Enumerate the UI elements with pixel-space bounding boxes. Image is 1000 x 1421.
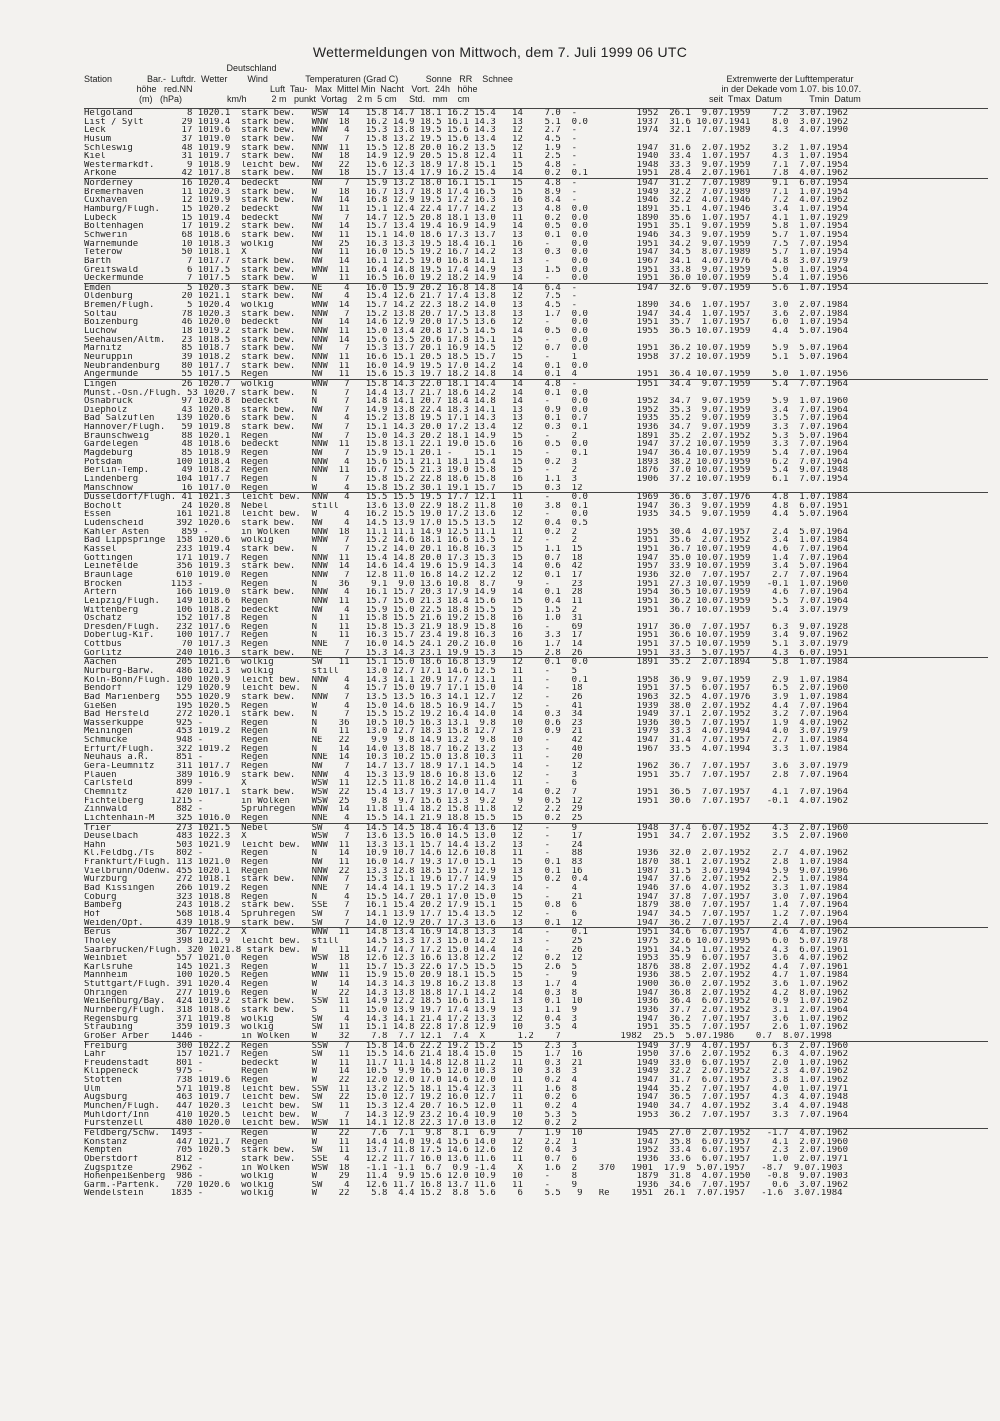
station-row: Saarbrücken/Flugh. 320 1021.8 stark bew. W 11 14.7 14.7 17.2 15.0 14.4 14 - 26 1951 34.5 1.07.1952 4.3 6.07.1961 <box>84 945 849 955</box>
station-row: Arkone 42 1017.8 stark bew. NW 18 15.7 13.4 17.9 16.2 15.4 14 0.2 0.1 1951 28.4 2.07.1961 7.8 4.07.1962 <box>84 169 849 179</box>
region-group <box>84 823 988 928</box>
station-row: Zinnwald 882 - Sprühregen WNW 14 11.8 11.4 18.2 15.8 11.8 12 2.2 29 <box>84 805 583 814</box>
station-row: Aachen 205 1021.6 wolkig SW 11 15.1 15.0 18.6 16.8 13.9 12 0.1 0.0 1891 35.2 2.07.1894 5.8 1.07.1984 <box>84 658 849 667</box>
region-group <box>84 1128 988 1198</box>
header-line-4: (m) (hPa) km/h 2 m punkt Vortag 2 m 5 cm Std. mm cm <box>84 94 470 104</box>
station-row: Berlin-Temp. 49 1018.2 Regen NNW 11 16.7 15.5 21.3 19.0 15.8 15 - 2 1876 37.0 10.07.1959 5.4 9.07.1948 <box>84 466 849 475</box>
station-row: Potsdam 100 1018.4 Regen NNW 4 15.6 15.1 21.1 18.1 15.4 15 0.2 3 1893 38.2 10.07.1959 6.2 7.07.1964 <box>84 457 849 467</box>
station-row: Norderney 16 1020.4 bedeckt NW 7 15.9 13.2 18.0 16.1 15.1 15 4.8 - 1947 31.2 7.07.1989 9.1 6.07.1954 <box>84 179 849 188</box>
station-table <box>84 108 988 1198</box>
station-row: Lüdenscheid 392 1020.6 stark bew. NW 4 14.5 13.9 17.0 15.5 13.5 12 0.4 0.5 <box>84 519 588 528</box>
station-row: Hamburg/Flugh. 15 1020.2 bedeckt NW 11 15.1 12.4 22.4 17.7 14.2 13 4.8 0.0 1891 35.1 4.07.1946 3.4 1.07.1954 <box>84 205 849 214</box>
station-row: Manschnow 16 1017.0 Regen W 4 15.8 15.2 30.1 19.1 15.7 15 0.3 12 <box>84 483 583 493</box>
station-row: Frankfurt/Flugh. 113 1021.0 Regen NW 11 16.0 14.7 19.3 17.0 15.1 15 0.1 83 1870 38.1 2.07.1952 2.8 1.07.1984 <box>84 858 849 867</box>
station-row: Helgoland 8 1020.1 stark bew. WSW 14 15.8 14.7 18.1 16.2 15.4 14 7.0 - 1952 26.1 9.07.1959 7.2 3.07.1962 <box>84 109 849 118</box>
station-row: Kempten 705 1020.5 stark bew. SW 11 13.7 11.8 17.5 14.6 12.6 12 0.4 3 1952 33.4 6.07.1957 2.3 2.07.1960 <box>84 1146 849 1155</box>
station-row: Artern 166 1019.0 stark bew. NNW 4 16.1 15.7 20.3 17.9 14.9 14 0.1 28 1954 36.5 10.07.1959 4.6 7.07.1964 <box>84 588 849 597</box>
station-row: Schmücke 948 - Regen NE 22 9.9 9.8 14.9 13.2 9.8 10 - 42 1947 31.4 7.07.1957 2.7 1.07.1984 <box>84 736 849 745</box>
station-row: Lindenberg 104 1017.7 Regen N 7 15.8 15.2 22.8 18.6 15.8 16 1.1 3 1906 37.2 10.07.1959 6.1 7.07.1954 <box>84 474 849 484</box>
station-row: Bocholt 24 1020.8 Nebel still 13.6 13.0 22.9 18.2 11.8 10 3.8 0.1 1947 36.3 9.07.1959 4.8 6.07.1951 <box>84 501 849 511</box>
station-row: Chemnitz 420 1017.1 stark bew. WSW 22 15.4 13.7 19.3 17.0 14.7 14 0.2 7 1951 36.5 7.07.1957 4.1 7.07.1964 <box>84 787 849 797</box>
station-row: Bendorf 129 1020.9 leicht bew. N 4 15.7 15.0 19.7 17.1 15.0 14 - 18 1951 37.5 6.07.1957 6.5 2.07.1960 <box>84 684 849 693</box>
station-row: Gießen 195 1020.5 Regen W 4 15.0 14.6 18.5 16.9 14.7 15 - 41 1939 38.0 2.07.1952 4.4 7.07.1964 <box>84 701 849 711</box>
station-row: Freiburg 300 1022.2 Regen SSW 7 15.8 14.6 22.2 19.2 15.2 15 2.3 3 1949 37.9 4.07.1957 6.3 2.07.1960 <box>84 1041 849 1051</box>
station-row: Lingen 26 1020.7 wolkig WNW 7 15.8 14.3 22.0 18.1 14.4 14 4.8 - 1951 34.4 9.07.1959 5.4 7.07.1964 <box>84 379 849 389</box>
station-row: Leck 17 1019.6 stark bew. WNW 4 15.3 13.8 19.5 15.6 14.3 12 2.7 - 1974 32.1 7.07.1989 4.3 4.07.1990 <box>84 126 849 135</box>
station-row: Öhringen 277 1019.6 Regen W 22 14.3 13.8 18.8 17.1 14.2 14 0.3 8 1947 36.8 2.07.1952 4.2 8.07.1962 <box>84 988 849 998</box>
station-row: Lichtenhain-M 325 1016.0 Regen NNE 4 15.5 14.1 21.9 18.8 15.5 15 0.2 25 <box>84 813 583 823</box>
station-row: Stuttgart/Flugh. 391 1020.4 Regen W 14 14.3 14.3 19.8 16.2 13.8 13 1.7 4 1900 36.0 2.07.1952 3.6 1.07.1962 <box>84 980 849 989</box>
station-row: Köln-Bonn/Flugh. 100 1020.9 leicht bew. NNW 4 14.3 14.1 20.9 17.7 13.1 11 - 0.1 1958 36.9 9.07.1959 2.9 1.07.1984 <box>84 675 849 685</box>
station-row: Kahler Asten 859 - in Wolken NNW 18 11.1 11.1 14.9 12.5 11.1 11 0.2 2 1955 30.4 4.07.1957 2.4 5.07.1964 <box>84 527 849 537</box>
station-row: Boltenhagen 17 1019.2 stark bew. NW 14 15.7 13.4 19.4 16.9 14.9 14 0.5 0.0 1951 35.1 9.07.1959 5.8 1.07.1954 <box>84 222 849 231</box>
region-group <box>84 1041 988 1128</box>
station-row: Regensburg 371 1019.8 wolkig SW 4 14.3 14.1 21.4 17.2 13.3 12 0.4 3 1947 36.2 7.07.1957 3.6 1.07.1962 <box>84 1014 849 1024</box>
station-row: Tholey 398 1021.9 leicht bew. still 14.5 13.3 17.3 15.0 14.2 13 - 25 1975 32.6 10.07.1995 6.0 5.07.1978 <box>84 936 849 946</box>
station-row: Hannover/Flugh. 59 1019.8 stark bew. NW 7 15.1 14.3 20.0 17.2 13.4 12 0.3 0.1 1936 34.7 9.07.1959 3.3 7.07.1964 <box>84 423 849 432</box>
region-group <box>84 178 988 283</box>
station-row: Doberlug-Kir. 100 1017.7 Regen N 11 16.3 15.7 23.4 19.8 16.3 16 3.3 17 1951 36.6 10.07.1959 3.4 9.07.1962 <box>84 631 849 641</box>
station-row: Ulm 571 1019.8 leicht bew. SSW 11 13.2 12.5 18.1 15.4 12.3 11 1.6 8 1944 35.2 7.07.1957 4.0 1.07.1971 <box>84 1084 849 1094</box>
station-row: Teterow 50 1018.1 X NW 11 16.0 15.5 19.2 16.7 14.2 13 0.3 0.0 1947 34.5 8.07.1989 5.7 1.07.1954 <box>84 248 849 257</box>
station-row: Meiningen 453 1019.2 Regen N 11 13.0 12.7 18.3 15.8 12.7 13 0.9 21 1979 33.3 4.07.1994 4.0 3.07.1979 <box>84 727 849 737</box>
station-row: Angermünde 55 1017.5 Regen NW 11 15.6 15.3 19.7 18.2 14.8 14 0.1 4 1951 36.4 10.07.1959 5.0 1.07.1956 <box>84 370 849 379</box>
station-row: Stötten 738 1019.6 Regen W 22 12.0 12.0 17.0 14.6 12.0 11 0.2 4 1947 31.7 6.07.1957 3.8 1.07.1962 <box>84 1076 849 1085</box>
station-row: Warnemünde 10 1018.3 wolkig NW 25 16.3 13.3 19.5 18.4 16.1 16 - 0.0 1951 34.2 9.07.1959 7.5 7.07.1954 <box>84 239 849 249</box>
station-row: Magdeburg 85 1018.9 Regen NW 7 15.9 15.1 20.1 - 15.1 15 - 0.1 1947 36.4 10.07.1959 5.4 7.07.1964 <box>84 448 849 458</box>
station-row: Würzburg 272 1018.1 stark bew. NNW 7 15.3 15.1 19.6 17.7 14.9 15 0.2 0.4 1947 37.6 2.07.1952 2.5 1.07.1984 <box>84 875 849 885</box>
station-row: Leipzig/Flugh. 149 1018.6 Regen NNW 11 15.7 15.0 21.3 18.4 15.6 15 0.4 11 1951 36.2 10.07.1959 5.5 7.07.1964 <box>84 596 849 606</box>
station-row: Großer Arber 1446 - in Wolken W 32 7.8 7.7 12.1 7.4 X 1.2 7 1982 25.5 5.07.1986 0.7 8.07.1998 <box>84 1031 832 1041</box>
station-row: Göttingen 171 1019.7 Regen NNW 11 15.4 14.8 20.0 17.3 15.3 15 0.7 18 1947 35.0 10.07.1959 1.4 7.07.1964 <box>84 553 849 563</box>
header-line-1: Deutschland <box>84 63 277 73</box>
station-row: Fichtelberg 1215 - in Wolken WSW 25 9.8 9.7 15.6 13.3 9.2 9 0.5 12 1951 30.6 7.07.1957 -0.1 4.07.1962 <box>84 796 849 806</box>
station-row: Gardelegen 48 1018.6 bedeckt NNW 11 15.8 13.1 22.1 19.0 15.6 16 0.5 0.0 1947 37.2 10.07.1959 3.3 7.07.1964 <box>84 440 849 449</box>
station-row: Kl.Feldbg./Ts 802 - Regen N 14 10.9 10.7 14.6 12.6 10.8 11 - 88 1936 32.0 2.07.1952 2.7 4.07.1962 <box>84 849 849 859</box>
station-row: Oldenburg 20 1021.1 stark bew. NW 4 15.4 12.6 21.7 17.4 13.8 12 7.5 - <box>84 292 578 302</box>
header-line-3: höhe red.NN Luft Tau- Max Mittel Min Nacht Vort. 24h höhe <box>84 84 478 94</box>
station-row: Feldberg/Schw. 1493 - Regen W 22 7.6 7.1 9.8 8.1 6.9 7 1.9 10 1945 27.0 2.07.1952 -1.7 4.07.1962 <box>84 1128 849 1138</box>
station-row: Nürnberg/Flugh. 318 1018.6 stark bew. S 11 15.0 13.9 19.7 17.4 13.9 13 1.1 9 1936 37.7 2.07.1952 3.1 2.07.1964 <box>84 1005 849 1015</box>
station-row: Görlitz 240 1016.3 stark bew. NE 7 15.3 14.3 23.1 19.9 15.3 15 2.8 26 1951 33.3 5.07.1957 4.3 6.07.1951 <box>84 648 849 658</box>
station-row: Klippeneck 975 - Regen W 14 10.5 9.9 16.5 12.0 10.3 10 3.8 3 1949 32.2 2.07.1952 2.3 4.07.1962 <box>84 1067 849 1077</box>
station-row: Mannheim 100 1020.5 Regen WNW 11 15.9 15.0 20.9 18.1 15.5 15 - 9 1936 38.5 2.07.1952 4.7 1.07.1984 <box>84 971 849 981</box>
station-row: Nürburg-Barw. 486 1021.3 wolkig still 13.0 12.7 17.1 14.6 12.5 11 - 5 <box>84 667 578 676</box>
station-row: Garm.-Partenk. 720 1020.6 wolkig SW 4 12.6 11.7 16.8 13.7 11.6 11 - 9 1936 34.6 7.07.1957 0.6 3.07.1962 <box>84 1180 849 1190</box>
station-row: Weiden/Opf. 439 1018.9 stark bew. SW 7 14.0 12.9 20.7 17.3 13.6 13 0.1 12 1947 36.2 7.07.1957 2.4 7.07.1964 <box>84 918 849 928</box>
station-row: Vielbrunn/Odenw. 455 1020.1 Regen NNW 22 13.3 12.8 18.5 15.7 12.9 13 0.1 16 1987 31.5 3.07.1994 5.9 9.07.1996 <box>84 866 849 876</box>
station-row: Neuhaus a.R. 851 - Regen NNE 14 10.3 10.2 15.0 13.8 10.3 11 - 20 <box>84 753 583 763</box>
station-row: List / Sylt 29 1019.4 stark bew. WNW 18 16.2 14.9 18.5 16.1 14.3 13 5.1 0.0 1937 31.6 10.07.1941 8.0 3.07.1962 <box>84 117 849 127</box>
station-row: Hahn 503 1021.9 leicht bew. WNW 11 13.3 13.1 15.7 14.4 13.2 13 - 24 <box>84 840 583 850</box>
header-extremes-1: Extremwerte der Lufttemperatur <box>709 74 854 84</box>
station-row: Karlsruhe 145 1021.3 Regen W 11 15.7 15.3 22.6 17.5 15.5 15 2.6 5 1876 38.8 2.07.1952 4.4 7.07.1961 <box>84 962 849 972</box>
station-row: Augsburg 463 1019.7 leicht bew. SW 22 15.0 12.7 19.2 16.0 12.7 11 0.2 6 1947 36.5 7.07.1957 4.3 4.07.1948 <box>84 1093 849 1103</box>
station-row: München/Flugh. 447 1020.3 leicht bew. SW 11 15.3 12.4 20.7 16.5 12.0 11 0.2 4 1940 34.7 4.07.1952 3.4 4.07.1948 <box>84 1102 849 1111</box>
station-row: Diepholz 43 1020.8 stark bew. NW 7 14.9 13.8 22.4 18.3 14.1 13 0.9 0.0 1952 35.3 9.07.1959 3.4 7.07.1964 <box>84 405 849 415</box>
region-group <box>84 283 988 379</box>
station-row: Braunschweig 88 1020.1 Regen NW 7 15.0 14.3 20.2 18.1 14.9 15 - 2 1891 35.2 2.07.1952 5.3 5.07.1964 <box>84 431 849 441</box>
station-row: Essen 161 1021.8 leicht bew. W 4 16.2 15.5 19.0 17.2 13.6 12 - 0.0 1935 34.5 9.07.1959 4.4 5.07.1964 <box>84 510 849 520</box>
station-row: Kiel 31 1019.7 stark bew. NW 18 14.9 12.9 20.5 15.8 12.4 11 2.5 - 1940 33.4 1.07.1957 4.3 1.07.1954 <box>84 152 849 161</box>
station-row: Bad Marienberg 555 1020.9 stark bew. NNW 7 13.5 13.5 16.3 14.1 12.7 12 - 26 1963 32.5 4.07.1976 3.9 1.07.1984 <box>84 692 849 702</box>
station-row: Westermarkdf. 9 1018.9 leicht bew. NW 22 15.6 12.3 18.9 17.8 15.1 15 4.8 - 1948 33.3 9.07.1959 7.1 7.07.1954 <box>84 160 849 170</box>
station-row: Erfurt/Flugh. 322 1019.2 Regen N 14 14.0 13.8 18.7 16.2 13.2 13 - 40 1967 33.5 4.07.1994 3.3 1.07.1984 <box>84 744 849 754</box>
region-group <box>84 657 988 822</box>
station-row: Hohenpeißenberg 986 - wolkig W 29 11.4 9.9 15.6 12.0 10.9 10 - 8 1879 31.8 4.07.1950 -0.8 9.07.1903 <box>84 1172 849 1181</box>
table-header <box>84 63 984 107</box>
station-row: Deuselbach 483 1022.3 X WSW 7 13.6 13.5 16.0 14.5 13.0 12 - 17 1951 34.7 2.07.1952 3.5 2.07.1960 <box>84 832 849 841</box>
station-row: Marnitz 85 1018.7 stark bew. NW 7 15.3 13.7 20.1 16.9 14.5 12 0.7 0.0 1951 36.2 10.07.1959 5.9 5.07.1964 <box>84 344 849 353</box>
station-row: Trier 273 1021.5 Nebel SW 4 14.5 14.5 18.4 16.4 13.6 12 - 9 1948 37.4 6.07.1952 4.3 2.07.1960 <box>84 823 849 833</box>
station-row: Emden 5 1020.3 stark bew. NE 4 16.0 15.9 20.2 16.8 14.8 14 6.4 - 1947 32.6 9.07.1959 5.6 1.07.1954 <box>84 283 849 293</box>
station-row: Bad Kissingen 266 1019.2 Regen NNE 7 14.4 14.1 19.5 17.2 14.3 14 - 4 1946 37.6 4.07.1952 3.3 1.07.1984 <box>84 884 849 893</box>
station-row: Brocken 1153 - Regen N 36 9.1 9.0 13.6 10.8 8.7 9 - 23 1951 27.3 10.07.1959 -0.1 1.07.1960 <box>84 579 849 589</box>
station-row: Wittenberg 106 1018.2 bedeckt NW 4 15.9 15.0 22.5 18.8 15.5 15 1.5 2 1951 36.7 10.07.1959 5.4 3.07.1979 <box>84 605 849 615</box>
station-row: Husum 37 1019.0 stark bew. NW 7 15.8 13.2 19.5 15.6 13.4 12 4.5 - <box>84 134 578 144</box>
station-row: Ueckermünde 7 1017.5 stark bew. W 11 16.5 16.0 19.2 18.2 14.9 14 - 0.0 1951 36.0 10.07.1959 5.4 1.07.1956 <box>84 274 849 283</box>
station-row: Braunlage 610 1019.0 Regen NNW 7 12.8 11.0 16.8 14.2 12.2 12 0.1 17 1936 32.0 7.07.1957 2.7 7.07.1964 <box>84 570 849 580</box>
station-row: Coburg 323 1018.8 Regen N 4 15.5 14.7 20.1 17.0 15.0 15 - 21 1947 37.8 7.07.1957 3.0 7.07.1964 <box>84 892 849 902</box>
station-row: Bad Hersfeld 272 1020.1 stark bew. N 7 15.5 15.2 19.2 16.4 14.0 14 0.3 34 1949 37.1 2.07.1952 3.2 7.07.1964 <box>84 710 849 719</box>
station-row: Düsseldorf/Flugh. 41 1021.3 leicht bew. NNW 4 15.5 15.5 19.5 17.7 12.1 11 - 0.0 1969 36.6 3.07.1976 4.8 1.07.1984 <box>84 493 849 502</box>
station-row: Leinefelde 356 1019.3 stark bew. NNW 14 14.6 14.4 19.6 15.9 14.3 14 0.6 42 1957 33.9 10.07.1959 3.4 5.07.1964 <box>84 562 849 571</box>
station-row: Schleswig 48 1019.9 stark bew. NNW 11 15.5 12.8 20.0 16.2 13.5 12 1.9 - 1947 31.6 2.07.1952 3.2 1.07.1954 <box>84 143 849 153</box>
station-row: Bad Lippspringe 158 1020.6 wolkig WNW 7 15.2 14.6 18.1 16.6 13.5 12 - 2 1951 35.6 2.07.1952 3.4 1.07.1984 <box>84 536 849 546</box>
station-row: Neubrandenburg 80 1017.7 stark bew. NNW 11 16.0 14.9 19.5 17.0 14.2 14 0.1 0.0 <box>84 361 588 371</box>
region-group <box>84 492 988 657</box>
page-title: Wettermeldungen von Mittwoch, dem 7. Juli 1999 06 UTC <box>312 44 688 60</box>
station-row: Greifswald 6 1017.5 stark bew. WNW 11 16.4 14.8 19.5 17.4 14.9 13 1.5 0.0 1951 33.8 9.07.1959 5.0 1.07.1954 <box>84 265 849 275</box>
station-row: Gera-Leumnitz 311 1017.7 Regen NW 7 14.7 13.7 18.9 17.1 14.5 14 - 12 1962 36.7 7.07.1957 3.6 3.07.1979 <box>84 762 849 771</box>
station-row: Wasserkuppe 925 - Regen N 36 10.5 10.5 16.3 13.1 9.8 10 0.6 23 1936 30.5 7.07.1957 1.9 4.07.1962 <box>84 718 849 728</box>
station-row: Cottbus 70 1017.3 Regen NNE 7 16.0 14.5 24.1 20.2 16.0 16 1.7 14 1951 37.5 10.07.1959 5.1 3.07.1979 <box>84 640 849 649</box>
station-row: Oberstdorf 812 - stark bew. SSE 4 12.2 11.7 16.0 13.6 11.6 11 0.7 6 1936 33.6 6.07.1957 1.0 2.07.1971 <box>84 1154 849 1164</box>
station-row: Soltau 78 1020.3 stark bew. NNW 7 15.2 13.8 20.7 17.5 13.8 13 1.7 0.0 1947 34.4 1.07.1957 3.6 2.07.1984 <box>84 309 849 319</box>
station-row: Wendelstein 1835 - wolkig W 22 5.8 4.4 15.2 8.8 5.6 6 5.5 9 Re 1951 26.1 7.07.1957 -1.6 3.07.1984 <box>84 1189 843 1199</box>
station-row: Fürstenzell 480 1020.0 leicht bew. WSW 11 14.1 12.8 22.3 17.0 13.0 12 0.2 2 <box>84 1119 578 1128</box>
station-row: Neuruppin 39 1018.2 stark bew. NNW 11 16.6 15.1 20.5 18.5 15.7 15 - 1 1958 37.2 10.07.1959 5.1 5.07.1964 <box>84 352 849 362</box>
region-group <box>84 927 988 1040</box>
header-line-2: Station Bar.- Luftdr. Wetter Wind Temperaturen (Grad C) Sonne RR Schnee <box>84 74 513 84</box>
station-row: Konstanz 447 1021.7 Regen W 11 14.4 14.0 19.4 15.6 14.0 12 2.2 1 1947 35.8 6.07.1957 4.1 2.07.1960 <box>84 1137 849 1147</box>
station-row: Bremen/Flugh. 5 1020.4 wolkig WNW 14 15.7 14.2 22.3 18.2 14.0 13 4.5 - 1890 34.6 1.07.1957 3.0 2.07.1984 <box>84 301 849 310</box>
station-row: Osnabrück 97 1020.8 bedeckt N 7 14.8 14.1 20.7 18.4 14.8 14 - 0.0 1952 34.7 9.07.1959 5.9 1.07.1960 <box>84 397 849 406</box>
station-row: Mühldorf/Inn 410 1020.5 leicht bew. W 7 14.3 12.9 23.2 16.4 10.9 10 5.3 5 1953 36.2 7.07.1957 3.3 7.07.1964 <box>84 1110 849 1120</box>
station-row: Münst.-Osn./Flugh. 53 1020.7 stark bew. N 7 14.4 13.7 21.7 18.6 14.2 14 0.1 0.0 <box>84 388 588 398</box>
station-row: Lübeck 15 1019.4 bedeckt NW 7 14.7 12.5 20.8 18.1 13.0 11 0.2 0.0 1890 35.6 1.07.1957 4.1 1.07.1929 <box>84 213 849 223</box>
station-row: Lüchow 18 1019.2 stark bew. NNW 11 15.0 13.4 20.8 17.5 14.5 14 0.5 0.0 1955 36.5 10.07.1959 4.4 5.07.1964 <box>84 327 849 336</box>
header-extremes-2: in der Dekade vom 1.07. bis 10.07. <box>709 84 862 94</box>
station-row: Carlsfeld 899 - X WSW 11 12.5 11.8 16.2 14.0 11.4 11 - 6 <box>84 779 578 788</box>
station-row: Bad Salzuflen 139 1020.6 stark bew. N 4 15.2 13.8 19.5 17.1 14.3 13 0.1 0.7 1935 35.2 9.07.1959 3.5 7.07.1964 <box>84 414 849 424</box>
station-row: Freudenstadt 801 - bedeckt W 11 11.7 11.1 14.8 12.8 11.2 11 0.3 21 1949 33.0 6.07.1957 2.0 1.07.1962 <box>84 1058 849 1068</box>
station-row: Bremerhaven 11 1020.3 stark bew. W 18 16.7 13.7 18.8 17.4 16.5 15 8.9 - 1949 32.2 7.07.1989 7.1 1.07.1954 <box>84 187 849 197</box>
station-row: Weinbiet 557 1021.0 Regen WSW 18 12.6 12.3 16.6 13.8 12.2 12 0.2 12 1953 35.9 6.07.1957 3.6 4.07.1962 <box>84 954 849 963</box>
station-row: Boizenburg 46 1020.0 bedeckt NW 14 14.6 12.9 20.0 17.5 13.6 12 - 0.0 1951 35.7 1.07.1957 6.0 1.07.1954 <box>84 318 849 328</box>
region-group <box>84 108 988 178</box>
station-row: Berus 367 1022.2 X WNW 11 14.8 13.4 16.9 14.8 13.3 14 - 0.1 1951 34.6 6.07.1957 4.6 4.07.1962 <box>84 928 849 937</box>
station-row: Cuxhaven 12 1019.9 stark bew. NW 14 16.8 12.9 19.5 17.2 16.3 16 8.4 - 1946 32.2 4.07.1946 7.2 4.07.1962 <box>84 196 849 206</box>
station-row: Kassel 233 1019.4 stark bew. N 7 15.2 14.0 20.1 16.8 16.3 15 1.1 15 1951 36.7 10.07.1959 4.6 7.07.1964 <box>84 545 849 554</box>
station-row: Straubing 359 1019.3 wolkig SW 11 15.1 14.8 22.8 17.8 12.9 10 3.5 4 1951 35.5 7.07.1957 2.6 1.07.1962 <box>84 1023 849 1032</box>
station-row: Hof 568 1018.4 Sprühregen SW 7 14.1 13.9 17.7 15.4 13.5 12 - 6 1947 34.5 7.07.1957 1.2 7.07.1964 <box>84 909 849 919</box>
station-row: Dresden/Flugh. 232 1017.6 Regen N 11 15.8 15.3 21.9 18.9 15.8 16 - 69 1917 36.0 7.07.1957 6.3 9.07.1928 <box>84 622 849 632</box>
region-group <box>84 379 988 492</box>
station-row: Bamberg 243 1018.2 stark bew. SSE 7 16.1 15.4 20.2 17.9 15.1 15 0.8 6 1879 38.0 7.07.1957 1.4 7.07.1964 <box>84 901 849 910</box>
header-extremes-3: seit Tmax Datum Tmin Datum <box>709 94 861 104</box>
station-row: Barth 7 1017.7 stark bew. NW 14 16.1 12.5 19.0 16.8 14.1 13 - 0.0 1967 34.1 4.07.1976 4.8 3.07.1979 <box>84 256 849 266</box>
station-row: Oschatz 152 1017.8 Regen N 11 15.8 15.5 21.6 19.2 15.8 16 1.0 31 <box>84 614 583 623</box>
station-row: Schwerin 68 1018.6 stark bew. NW 11 15.1 14.0 18.6 17.3 13.7 13 0.1 0.0 1946 34.3 9.07.1959 5.7 1.07.1954 <box>84 230 849 240</box>
station-row: Weißenburg/Bay. 424 1019.2 stark bew. SSW 11 14.9 12.2 18.5 16.6 13.1 13 0.1 10 1936 36.4 6.07.1952 0.9 1.07.1962 <box>84 997 849 1006</box>
station-row: Zugspitze 2962 - in Wolken WSW 18 -1.1 -1.1 6.7 0.9 -1.4 X 1.6 2 370 1901 17.9 5.07.1957 -8.7 9.07.1903 <box>84 1163 843 1173</box>
station-row: Seehausen/Altm. 23 1018.5 stark bew. NNW 14 15.6 13.5 20.6 17.8 15.1 15 - 0.0 <box>84 335 588 345</box>
station-row: Plauen 389 1016.9 stark bew. NNW 4 15.3 13.9 18.6 16.8 13.6 12 - 3 1951 35.7 7.07.1957 2.8 7.07.1964 <box>84 770 849 780</box>
station-row: Lahr 157 1021.7 Regen SW 11 15.5 14.6 21.4 18.4 15.0 15 1.7 16 1950 37.6 2.07.1952 6.3 4.07.1962 <box>84 1050 849 1059</box>
